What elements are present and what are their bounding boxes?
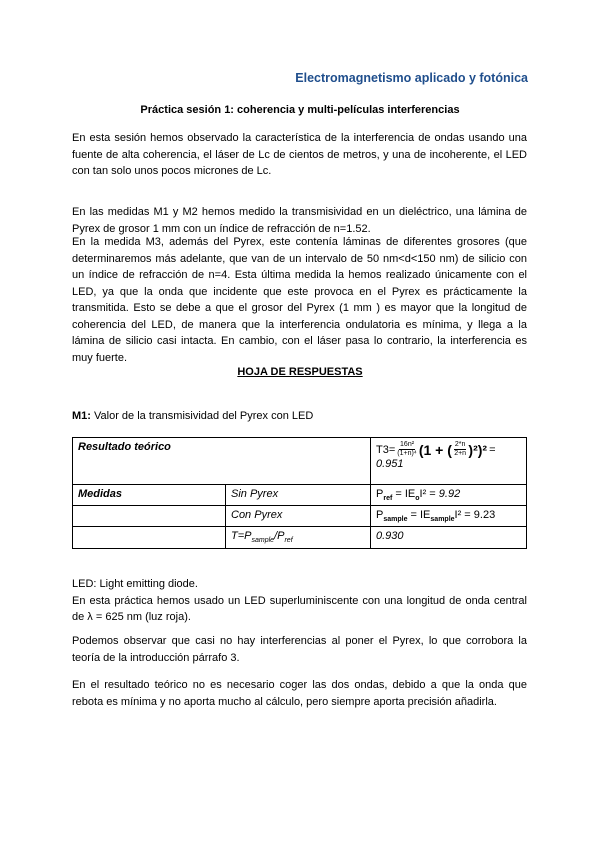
theoretical-label-cell (73, 438, 371, 485)
answers-heading: HOJA DE RESPUESTAS (237, 366, 363, 378)
m1-description: Valor de la transmisividad del Pyrex con LED (90, 410, 314, 422)
led-description: En esta práctica hemos usado un LED superluminiscente con una longitud de onda central de λ = 625 nm (luz roja). (72, 594, 527, 623)
p-sample-expression: = IE (407, 509, 431, 522)
fraction-2-denominator: 2+n (454, 450, 467, 457)
con-pyrex-label-cell (226, 506, 371, 527)
e-o-subscript: o (415, 495, 420, 503)
observation-paragraph: Podemos observar que casi no hay interferencias al poner el Pyrex, lo que corrobora la teoría de la introducción párrafo 3. (72, 635, 527, 664)
sin-pyrex-value-cell (371, 485, 527, 506)
transmissivity-value-cell (371, 527, 527, 548)
p-sample-subscript: sample (383, 516, 408, 524)
fraction-1-numerator: 16n² (400, 441, 415, 448)
intro-paragraph-1: En esta sesión hemos observado la característica de la interferencia de ondas usando una fuente de alta coherencia, el láser de Lc de cientos de metros, y una de incoherente, el LED con tan solo unos pocos micrones de Lc. (72, 132, 527, 177)
e-sample-subscript: sample (430, 516, 455, 524)
practice-subtitle: Práctica sesión 1: coherencia y multi-películas interferencias (140, 104, 460, 116)
table-row-con-pyrex (73, 506, 527, 527)
theoretical-label: Resultado teórico (78, 441, 171, 453)
formula-fraction-1 (397, 441, 417, 458)
table-row-transmissivity (73, 527, 527, 548)
formula-paren-close: )²)² (468, 441, 488, 458)
theory-note-paragraph: En el resultado teórico no es necesario coger las dos ondas, debido a que la onda que rebota es mínima y no aporta mucho al cálculo, pero siempre aporta precisión añadirla. (72, 679, 527, 708)
p-ref-tail: I² = (419, 488, 439, 500)
p-ref-subscript: ref (383, 495, 393, 503)
theoretical-value: 0.951 (376, 458, 404, 470)
theoretical-formula (376, 441, 521, 458)
formula-paren-open: (1 + ( (418, 441, 452, 458)
p-ref-symbol: P (376, 488, 384, 500)
table-row-theoretical (73, 438, 527, 485)
measures-label-cell (73, 485, 226, 506)
led-paragraph (72, 576, 527, 626)
m1-label: M1: (72, 410, 91, 422)
table-row-sin-pyrex (73, 485, 527, 506)
theoretical-formula-cell (371, 438, 527, 485)
m1-line (72, 410, 313, 422)
document-header-title: Electromagnetismo aplicado y fotónica (295, 71, 528, 85)
transmissivity-value: 0.930 (376, 530, 404, 543)
t-sub-sample: sample (251, 537, 275, 545)
intro-paragraph-2: En las medidas M1 y M2 hemos medido la transmisividad en un dieléctrico, una lámina de Pyrex de grosor 1 mm con un índice de refracción de n=1.52. (72, 206, 527, 235)
formula-fraction-2 (454, 441, 467, 458)
results-table (72, 437, 527, 549)
led-definition: LED: Light emitting diode. (72, 578, 198, 590)
empty-cell-2 (73, 527, 226, 548)
formula-prefix: T3= (376, 443, 396, 456)
p-sample-symbol: P (376, 509, 384, 522)
empty-cell-1 (73, 506, 226, 527)
formula-equals: = (489, 443, 496, 456)
transmissivity-label-cell (226, 527, 371, 548)
measures-label: Medidas (78, 488, 123, 500)
con-pyrex-label: Con Pyrex (231, 509, 283, 522)
p-sample-tail: I² = 9.23 (454, 509, 496, 522)
fraction-1-denominator: (1+n)⁴ (397, 450, 417, 457)
t-label: T=P (231, 530, 252, 543)
p-ref-value: 9.92 (438, 488, 461, 500)
transmissivity-label (231, 530, 293, 545)
t-sub-ref: ref (284, 537, 293, 545)
sin-pyrex-label: Sin Pyrex (231, 488, 279, 500)
p-ref-expression: = IE (392, 488, 416, 500)
sin-pyrex-label-cell (226, 485, 371, 506)
fraction-2-numerator: 2*n (454, 441, 466, 448)
t-slash: /P (274, 530, 285, 543)
intro-paragraph-3: En la medida M3, además del Pyrex, este contenía láminas de diferentes grosores (que determinaremos más adelante, que van de un intervalo de 50 nm<d<150 nm) de silicio con un índice de refracción de n=4. Esta última medida la hemos realizado únicamente con el LED, ya que la onda que incidente que este provoca en el Pyrex es prácticamente la transmitida. Esto se debe a que el grosor del Pyrex (1 mm ) es mayor que la longitud de coherencia del LED, de manera que la interferencia ondulatoria es mínima, y llega a la lámina de silicio casi intacta. En cambio, con el láser pasa lo contrario, la interferencia es muy fuerte. (72, 236, 527, 364)
con-pyrex-value-cell (371, 506, 527, 527)
